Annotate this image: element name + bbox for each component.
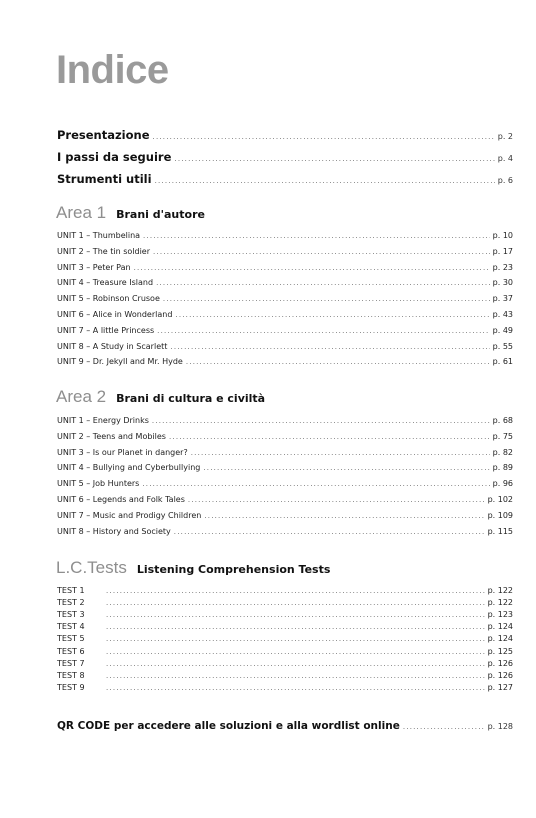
- dot-leader: [169, 433, 490, 441]
- dot-leader: [153, 248, 490, 256]
- toc-entry-page: p. 61: [492, 357, 513, 367]
- toc-entry-label: UNIT 8 – History and Society: [57, 526, 171, 536]
- toc-entry-page: p. 55: [492, 341, 513, 351]
- toc-entry-page: p. 6: [497, 176, 513, 185]
- dot-leader: [106, 635, 485, 643]
- toc-entry-page: p. 43: [492, 310, 513, 319]
- unit-entry[interactable]: [57, 448, 513, 457]
- toc-entry-label: UNIT 2 – Teens and Mobiles: [57, 431, 166, 441]
- dot-leader: [106, 684, 485, 692]
- dot-leader: [170, 343, 489, 351]
- unit-entry[interactable]: [57, 310, 513, 319]
- toc-entry-label: UNIT 2 – The tin soldier: [57, 246, 150, 256]
- area2-name: Brani di cultura e civiltà: [116, 392, 266, 405]
- toc-entry-qr-code[interactable]: [57, 720, 513, 732]
- toc-entry-page: p. 23: [492, 262, 513, 272]
- test-entry[interactable]: [57, 671, 513, 680]
- unit-entry[interactable]: [57, 527, 513, 536]
- tests-name: Listening Comprehension Tests: [136, 563, 331, 576]
- toc-entry-page: p. 125: [487, 646, 513, 656]
- toc-entry-strumenti[interactable]: [57, 172, 513, 186]
- toc-entry-page: p. 128: [487, 722, 513, 731]
- unit-entry[interactable]: [57, 326, 513, 335]
- toc-entry-page: p. 4: [497, 154, 513, 163]
- toc-entry-label: TEST 8: [57, 670, 85, 680]
- area1-tag: Area 1: [56, 203, 107, 222]
- toc-entry-page: p. 89: [492, 463, 513, 473]
- test-entry[interactable]: [57, 598, 513, 607]
- toc-entry-page: p. 2: [497, 132, 513, 141]
- toc-entry-page: p. 126: [487, 658, 513, 668]
- dot-leader: [155, 177, 495, 185]
- unit-entry[interactable]: [57, 278, 513, 287]
- toc-entry-page: p. 10: [492, 231, 513, 240]
- toc-entry-label: Presentazione: [57, 128, 150, 142]
- toc-entry-label: UNIT 4 – Treasure Island: [57, 278, 154, 288]
- toc-entry-label: Strumenti utili: [57, 172, 152, 186]
- toc-entry-label: TEST 7: [57, 658, 85, 668]
- toc-entry-label: TEST 3: [57, 610, 85, 620]
- toc-entry-label: UNIT 5 – Robinson Crusoe: [57, 294, 160, 304]
- toc-entry-passi[interactable]: [57, 150, 513, 164]
- dot-leader: [106, 599, 485, 607]
- toc-entry-label: QR CODE per accedere alle soluzioni e alla wordlist online: [57, 720, 400, 732]
- toc-entry-label: UNIT 7 – Music and Prodigy Children: [57, 510, 202, 520]
- dot-leader: [106, 611, 485, 619]
- toc-entry-page: p. 75: [492, 431, 513, 441]
- toc-entry-label: TEST 1: [57, 586, 85, 595]
- area2-tag: Area 2: [56, 387, 107, 406]
- dot-leader: [106, 587, 485, 595]
- toc-entry-label: UNIT 3 – Peter Pan: [57, 262, 131, 272]
- unit-entry[interactable]: [57, 495, 513, 504]
- unit-entry[interactable]: [57, 511, 513, 520]
- toc-entry-page: p. 82: [492, 447, 513, 457]
- dot-leader: [191, 449, 490, 457]
- unit-entry[interactable]: [57, 247, 513, 256]
- toc-entry-page: p. 122: [487, 586, 513, 595]
- toc-entry-page: p. 126: [487, 670, 513, 680]
- unit-entry[interactable]: [57, 294, 513, 303]
- toc-entry-label: TEST 9: [57, 682, 85, 692]
- test-entry[interactable]: [57, 622, 513, 631]
- toc-entry-label: UNIT 9 – Dr. Jekyll and Mr. Hyde: [57, 357, 183, 367]
- dot-leader: [174, 155, 494, 163]
- area1-name: Brani d'autore: [116, 208, 205, 221]
- toc-entry-label: TEST 4: [57, 622, 85, 632]
- unit-entry[interactable]: [57, 463, 513, 472]
- area2-heading: [56, 387, 265, 407]
- dot-leader: [106, 623, 485, 631]
- dot-leader: [106, 672, 485, 680]
- area1-heading: [56, 203, 205, 223]
- dot-leader: [188, 496, 485, 504]
- toc-entry-label: TEST 6: [57, 646, 85, 656]
- toc-entry-page: p. 96: [492, 479, 513, 489]
- toc-entry-label: UNIT 7 – A little Princess: [57, 325, 155, 335]
- test-entry[interactable]: [57, 647, 513, 656]
- dot-leader: [403, 723, 485, 731]
- toc-entry-label: UNIT 6 – Alice in Wonderland: [57, 310, 173, 319]
- toc-entry-page: p. 49: [492, 325, 513, 335]
- toc-entry-page: p. 122: [487, 598, 513, 608]
- tests-tag: L.C.Tests: [56, 558, 127, 577]
- toc-entry-label: TEST 5: [57, 634, 85, 644]
- toc-entry-label: UNIT 8 – A Study in Scarlett: [57, 341, 168, 351]
- test-entry[interactable]: [57, 683, 513, 692]
- toc-entry-label: UNIT 4 – Bullying and Cyberbullying: [57, 463, 201, 473]
- tests-heading: [56, 558, 330, 578]
- toc-entry-label: I passi da seguire: [57, 150, 172, 164]
- toc-entry-label: UNIT 5 – Job Hunters: [57, 479, 140, 489]
- toc-entry-page: p. 37: [492, 294, 513, 304]
- toc-entry-label: UNIT 6 – Legends and Folk Tales: [57, 495, 185, 504]
- page-title: Indice: [56, 48, 169, 92]
- dot-leader: [203, 464, 489, 472]
- toc-entry-page: p. 115: [487, 526, 513, 536]
- dot-leader: [142, 480, 489, 488]
- toc-entry-label: TEST 2: [57, 598, 85, 608]
- toc-entry-page: p. 123: [487, 610, 513, 620]
- test-entry[interactable]: [57, 659, 513, 668]
- toc-entry-page: p. 102: [487, 495, 513, 504]
- toc-entry-page: p. 109: [487, 510, 513, 520]
- dot-leader: [156, 279, 490, 287]
- dot-leader: [163, 295, 490, 303]
- dot-leader: [204, 512, 484, 520]
- toc-entry-page: p. 124: [487, 634, 513, 644]
- toc-entry-page: p. 30: [492, 278, 513, 288]
- dot-leader: [106, 648, 485, 656]
- dot-leader: [157, 327, 490, 335]
- dot-leader: [152, 417, 490, 425]
- dot-leader: [175, 311, 489, 319]
- toc-entry-label: UNIT 3 – Is our Planet in danger?: [57, 447, 188, 457]
- dot-leader: [153, 133, 495, 141]
- dot-leader: [134, 264, 490, 272]
- dot-leader: [106, 660, 485, 668]
- unit-entry[interactable]: [57, 342, 513, 351]
- dot-leader: [174, 528, 485, 536]
- toc-entry-label: UNIT 1 – Energy Drinks: [57, 416, 149, 425]
- unit-entry[interactable]: [57, 263, 513, 272]
- unit-entry[interactable]: [57, 357, 513, 366]
- toc-entry-page: p. 127: [487, 682, 513, 692]
- toc-entry-presentazione[interactable]: [57, 128, 513, 142]
- toc-entry-page: p. 17: [492, 246, 513, 256]
- test-entry[interactable]: [57, 634, 513, 643]
- dot-leader: [186, 358, 490, 366]
- test-entry[interactable]: [57, 586, 513, 595]
- unit-entry[interactable]: [57, 416, 513, 425]
- toc-entry-page: p. 68: [492, 416, 513, 425]
- unit-entry[interactable]: [57, 231, 513, 240]
- unit-entry[interactable]: [57, 432, 513, 441]
- dot-leader: [143, 232, 490, 240]
- toc-entry-label: UNIT 1 – Thumbelina: [57, 231, 141, 240]
- toc-entry-page: p. 124: [487, 622, 513, 632]
- unit-entry[interactable]: [57, 479, 513, 488]
- test-entry[interactable]: [57, 610, 513, 619]
